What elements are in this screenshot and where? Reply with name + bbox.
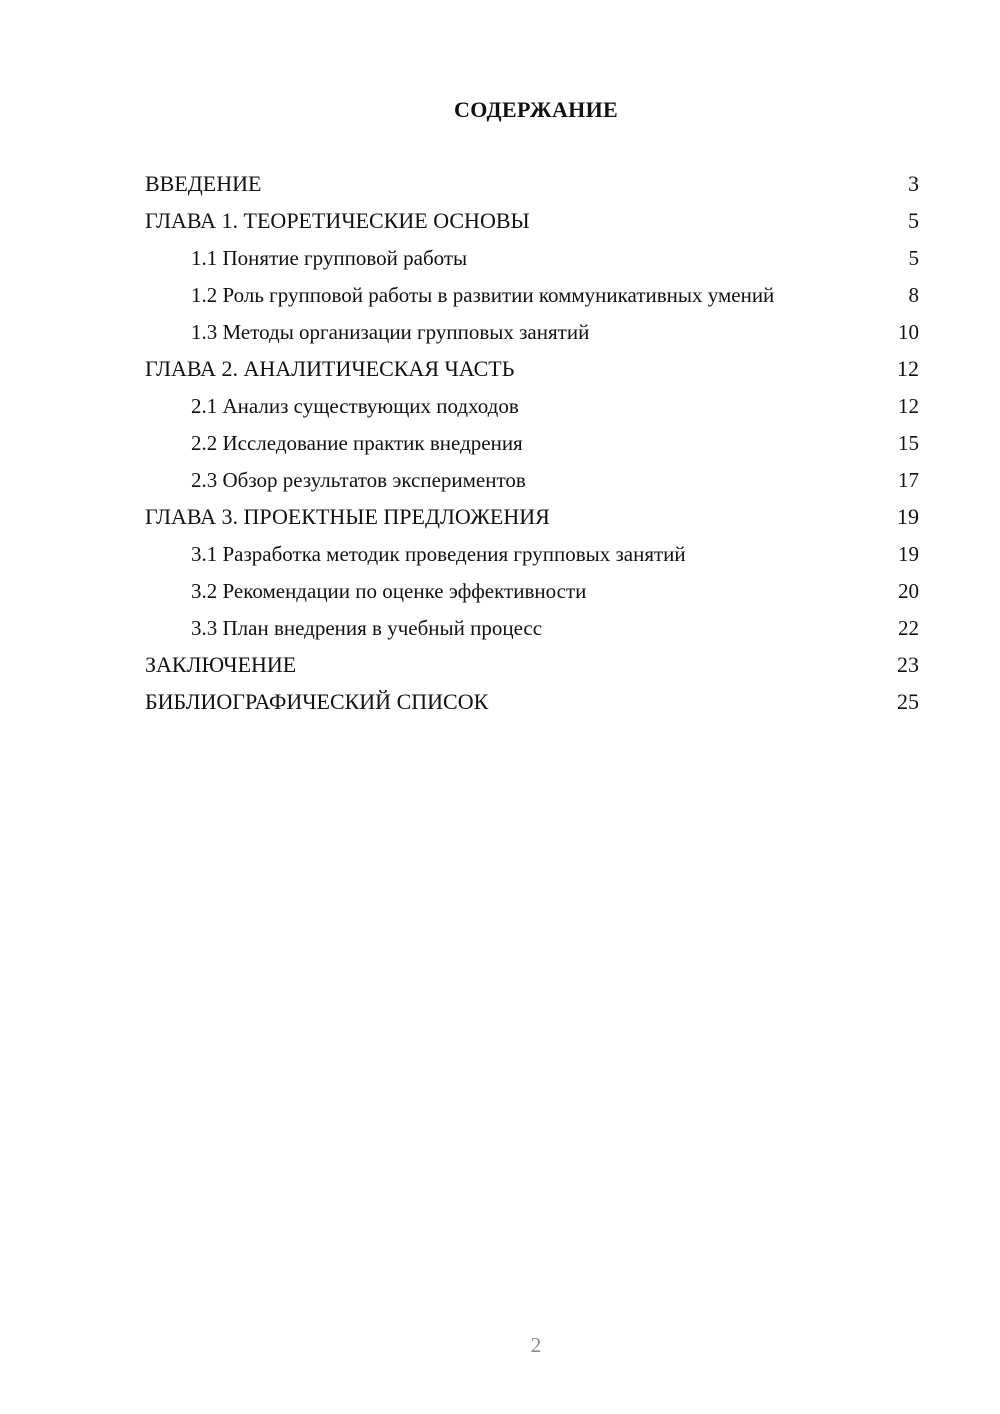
toc-entry-page: 19	[897, 504, 919, 529]
toc-entry-page: 22	[898, 616, 919, 640]
toc-entry-page: 15	[898, 431, 919, 455]
toc-entry-label: БИБЛИОГРАФИЧЕСКИЙ СПИСОК	[145, 689, 489, 714]
toc-entry-label: 1.3 Методы организации групповых занятий	[191, 320, 590, 344]
toc-entry-label: 1.2 Роль групповой работы в развитии коммуникативных умений	[191, 283, 775, 307]
toc-entry-page: 3	[908, 171, 919, 196]
toc-entry[interactable]	[145, 689, 919, 715]
toc-entry[interactable]	[145, 319, 919, 345]
toc-entry[interactable]	[145, 541, 919, 567]
toc-entry-page: 10	[898, 320, 919, 344]
toc-entry[interactable]	[145, 356, 919, 382]
toc-entry-label: 3.1 Разработка методик проведения групповых занятий	[191, 542, 686, 566]
toc-entry[interactable]	[145, 467, 919, 493]
toc-entry-label: 2.1 Анализ существующих подходов	[191, 394, 519, 418]
toc-entry-page: 8	[908, 283, 919, 307]
toc-entry-label: ГЛАВА 1. ТЕОРЕТИЧЕСКИЕ ОСНОВЫ	[145, 208, 530, 233]
toc-entry[interactable]	[145, 171, 919, 197]
toc-entry-page: 5	[908, 246, 919, 270]
toc-entry-page: 25	[897, 689, 919, 714]
toc-entry[interactable]	[145, 208, 919, 234]
toc-entry[interactable]	[145, 504, 919, 530]
toc-entry-page: 19	[898, 542, 919, 566]
toc-entry[interactable]	[145, 393, 919, 419]
toc-entry-page: 23	[897, 652, 919, 677]
toc-entry-page: 17	[898, 468, 919, 492]
toc-entry-label: ГЛАВА 3. ПРОЕКТНЫЕ ПРЕДЛОЖЕНИЯ	[145, 504, 550, 529]
toc-entry-label: ЗАКЛЮЧЕНИЕ	[145, 652, 297, 677]
toc-entry[interactable]	[145, 245, 919, 271]
toc-entry[interactable]	[145, 615, 919, 641]
toc-entry-label: ГЛАВА 2. АНАЛИТИЧЕСКАЯ ЧАСТЬ	[145, 356, 515, 381]
toc-entry-label: 3.3 План внедрения в учебный процесс	[191, 616, 543, 640]
toc-entry-page: 20	[898, 579, 919, 603]
toc-entry-page: 12	[898, 394, 919, 418]
page-number: 2	[530, 1333, 542, 1357]
toc-entry-label: 3.2 Рекомендации по оценке эффективности	[191, 579, 587, 603]
toc-title: СОДЕРЖАНИЕ	[454, 97, 618, 122]
toc-entry-label: 2.3 Обзор результатов экспериментов	[191, 468, 526, 492]
toc-entry-page: 5	[908, 208, 919, 233]
toc-entry-label: 2.2 Исследование практик внедрения	[191, 431, 523, 455]
toc-entry-label: ВВЕДЕНИЕ	[145, 171, 262, 196]
toc-entry-label: 1.1 Понятие групповой работы	[191, 246, 468, 270]
toc-entry[interactable]	[145, 282, 919, 308]
toc-entry-page: 12	[897, 356, 919, 381]
table-of-contents	[145, 171, 919, 726]
toc-entry[interactable]	[145, 652, 919, 678]
toc-entry[interactable]	[145, 430, 919, 456]
toc-entry[interactable]	[145, 578, 919, 604]
